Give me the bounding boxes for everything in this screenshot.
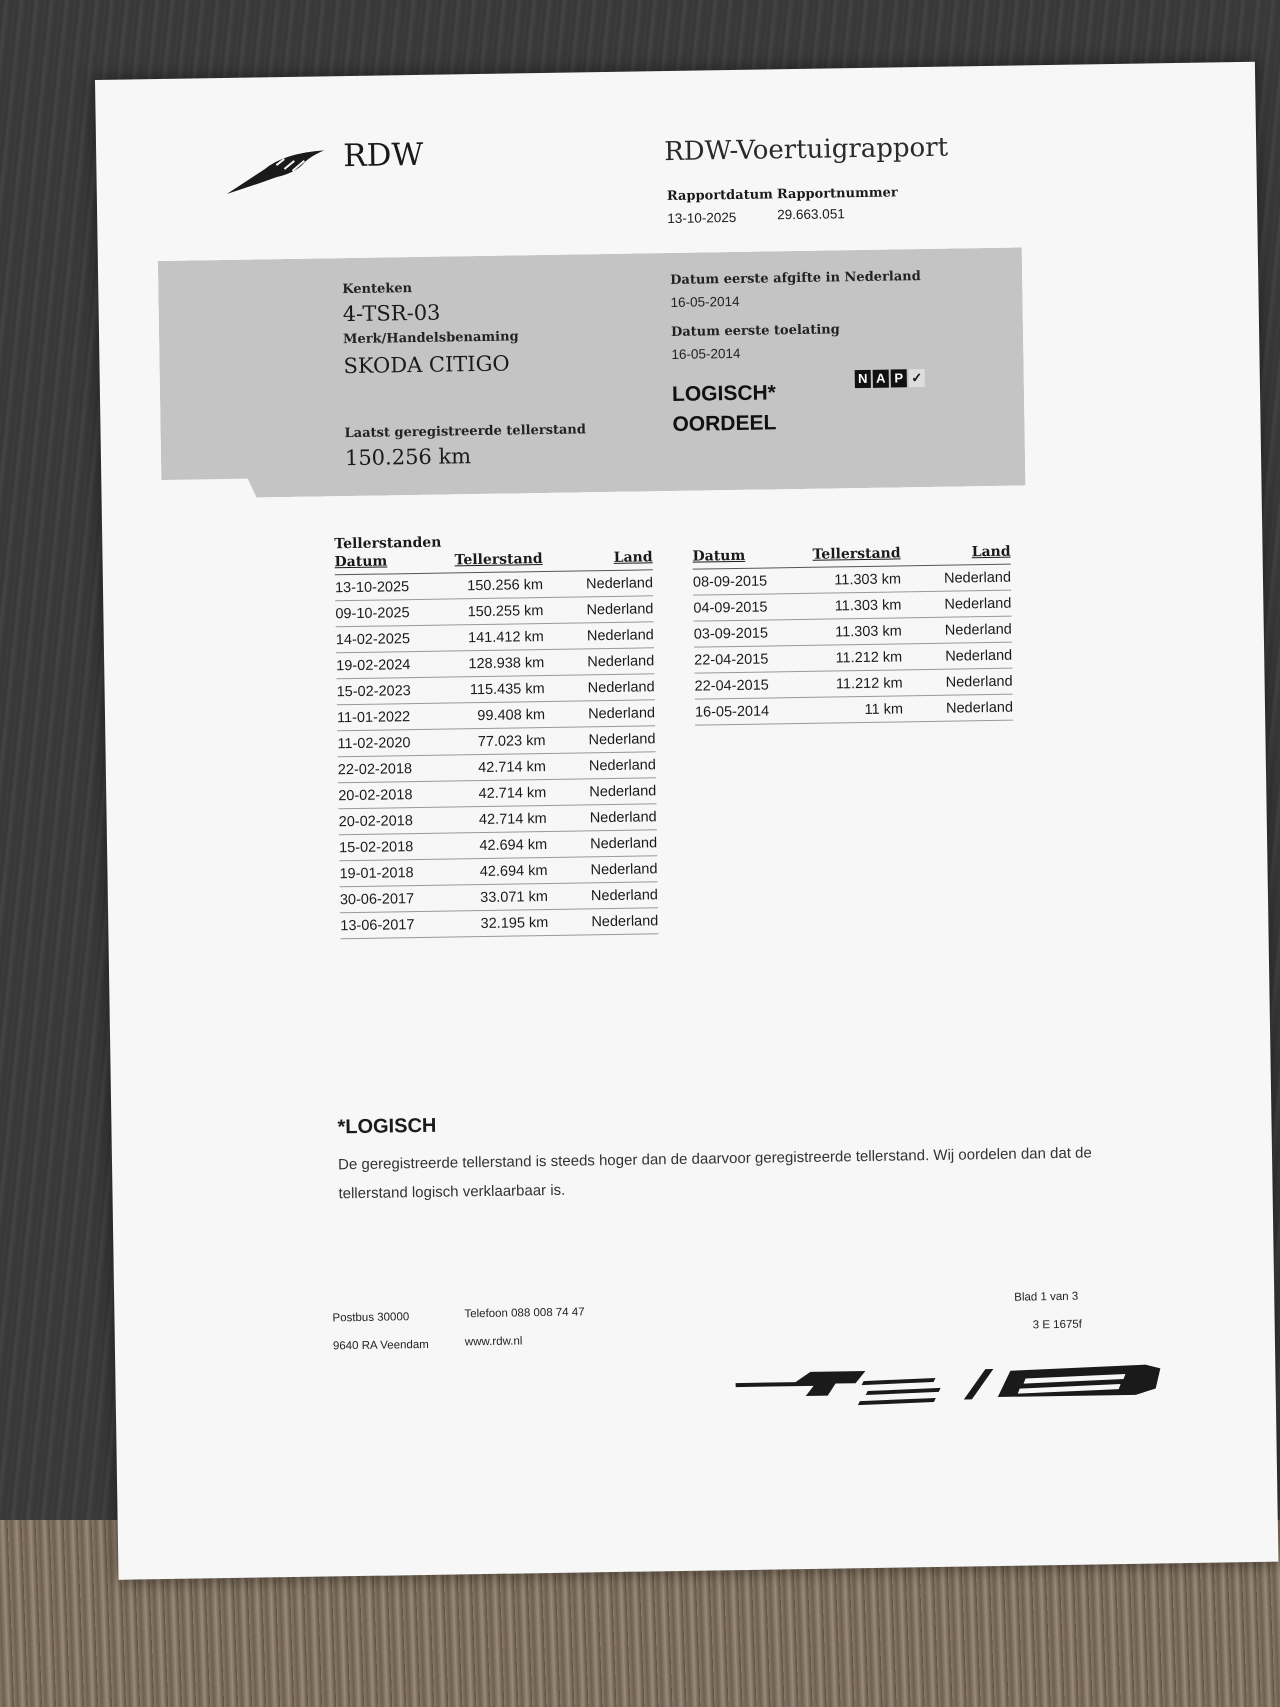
reading-country: Nederland (554, 674, 654, 702)
reading-value: 11.303 km (813, 566, 911, 594)
odometer-value: 150.256 km (344, 444, 472, 471)
readings-table-right (692, 544, 1013, 726)
footer-code: 3 E 1675f (1032, 1318, 1083, 1332)
reading-country: Nederland (553, 596, 653, 624)
reading-value: 42.714 km (458, 805, 556, 833)
nap-letter: A (873, 370, 889, 388)
footer-address-line2: 9640 RA Veendam (332, 1338, 429, 1353)
plate-number: 4-TSR-03 (342, 300, 441, 327)
first-admission-label: Datum eerste toelating (670, 322, 840, 340)
report-date-label: Rapportdatum (666, 187, 773, 205)
reading-date: 22-02-2018 (338, 755, 458, 783)
reading-country: Nederland (555, 726, 655, 754)
col-date-header: Datum (334, 552, 454, 574)
reading-country: Nederland (911, 564, 1011, 592)
reading-date: 08-09-2015 (693, 567, 813, 595)
reading-date: 09-10-2025 (335, 599, 455, 627)
reading-country: Nederland (554, 622, 654, 650)
reading-country: Nederland (912, 642, 1012, 670)
reading-country: Nederland (911, 590, 1011, 618)
reading-value: 11.212 km (814, 644, 912, 672)
rdw-feather-logo-icon (224, 146, 330, 198)
col-country-header: Land (910, 544, 1010, 566)
judgement-oordeel: OORDEEL (672, 411, 777, 436)
reading-value: 42.714 km (458, 779, 556, 807)
reading-country: Nederland (554, 648, 654, 676)
reading-date: 22-04-2015 (694, 645, 814, 673)
reading-value: 33.071 km (460, 883, 558, 911)
nap-letter: N (855, 370, 871, 388)
reading-value: 11.303 km (814, 618, 912, 646)
reading-value: 128.938 km (456, 649, 554, 677)
plate-label: Kenteken (342, 281, 413, 298)
reading-date: 30-06-2017 (340, 885, 460, 913)
report-number: 29.663.051 (777, 206, 845, 223)
reading-value: 115.435 km (456, 675, 554, 703)
brand-name: RDW (342, 136, 424, 175)
reading-date: 19-01-2018 (339, 859, 459, 887)
vehicle-make: SKODA CITIGO (343, 351, 510, 379)
readings-table-left (334, 549, 658, 939)
reading-country: Nederland (553, 570, 653, 598)
report-number-label: Rapportnummer (776, 185, 898, 203)
readings-title: Tellerstanden (334, 534, 442, 553)
reading-date: 14-02-2025 (336, 625, 456, 653)
reading-date: 15-02-2018 (339, 833, 459, 861)
footer-address-line1: Postbus 30000 (332, 1311, 410, 1325)
reading-date: 22-04-2015 (694, 671, 814, 699)
reading-value: 77.023 km (457, 727, 555, 755)
reading-value: 32.195 km (460, 909, 558, 937)
reading-value: 42.694 km (459, 831, 557, 859)
reading-date: 19-02-2024 (336, 651, 456, 679)
reading-date: 11-02-2020 (337, 729, 457, 757)
col-date-header: Datum (692, 547, 812, 569)
report-date: 13-10-2025 (667, 209, 737, 227)
reading-date: 20-02-2018 (338, 781, 458, 809)
first-issue-nl-date: 16-05-2014 (670, 293, 740, 310)
reading-date: 04-09-2015 (693, 593, 813, 621)
col-reading-header: Tellerstand (454, 551, 552, 573)
reading-value: 11.212 km (814, 670, 912, 698)
reading-row (340, 908, 658, 939)
report-page (95, 62, 1278, 1580)
reading-value: 141.412 km (456, 623, 554, 651)
reading-value: 150.256 km (455, 571, 553, 599)
nap-letter: P (891, 369, 907, 387)
first-issue-nl-label: Datum eerste afgifte in Nederland (670, 269, 921, 288)
judgement-logisch: LOGISCH* (671, 381, 777, 406)
decorative-stripe-graphic (735, 1358, 1176, 1415)
reading-value: 11 km (815, 696, 913, 724)
reading-country: Nederland (558, 908, 658, 936)
footer-phone: Telefoon 088 008 74 47 (464, 1306, 585, 1321)
reading-country: Nederland (556, 778, 656, 806)
reading-value: 42.694 km (459, 857, 557, 885)
reading-country: Nederland (555, 700, 655, 728)
nap-check-icon: ✓ (909, 369, 925, 387)
reading-date: 03-09-2015 (694, 619, 814, 647)
note-text: De geregistreerde tellerstand is steeds hoger dan de daarvoor geregistreerde tellerstand. Wij oordelen dan dat de tellerstand logisch verklaarbaar is. (337, 1144, 1092, 1203)
reading-country: Nederland (913, 694, 1013, 722)
reading-row (695, 694, 1013, 725)
reading-country: Nederland (558, 882, 658, 910)
footer-website: www.rdw.nl (464, 1335, 523, 1349)
reading-value: 150.255 km (455, 597, 553, 625)
reading-date: 15-02-2023 (336, 677, 456, 705)
reading-date: 13-10-2025 (335, 573, 455, 601)
footer-page-number: Blad 1 van 3 (1014, 1290, 1079, 1304)
col-reading-header: Tellerstand (812, 545, 910, 567)
reading-country: Nederland (912, 668, 1012, 696)
reading-country: Nederland (912, 616, 1012, 644)
nap-badge (855, 369, 925, 388)
odometer-label: Laatst geregistreerde tellerstand (344, 422, 587, 442)
reading-country: Nederland (556, 804, 656, 832)
reading-value: 99.408 km (457, 701, 555, 729)
reading-date: 13-06-2017 (340, 911, 460, 939)
report-title: RDW-Voertuigrapport (663, 132, 949, 168)
first-admission-date: 16-05-2014 (671, 345, 741, 362)
reading-country: Nederland (556, 752, 656, 780)
reading-date: 11-01-2022 (337, 703, 457, 731)
note-title: *LOGISCH (337, 1114, 437, 1139)
col-country-header: Land (552, 549, 652, 571)
reading-date: 20-02-2018 (338, 807, 458, 835)
make-label: Merk/Handelsbenaming (342, 329, 519, 348)
reading-date: 16-05-2014 (695, 697, 815, 725)
reading-country: Nederland (557, 830, 657, 858)
reading-value: 42.714 km (458, 753, 556, 781)
reading-value: 11.303 km (813, 592, 911, 620)
reading-country: Nederland (557, 856, 657, 884)
